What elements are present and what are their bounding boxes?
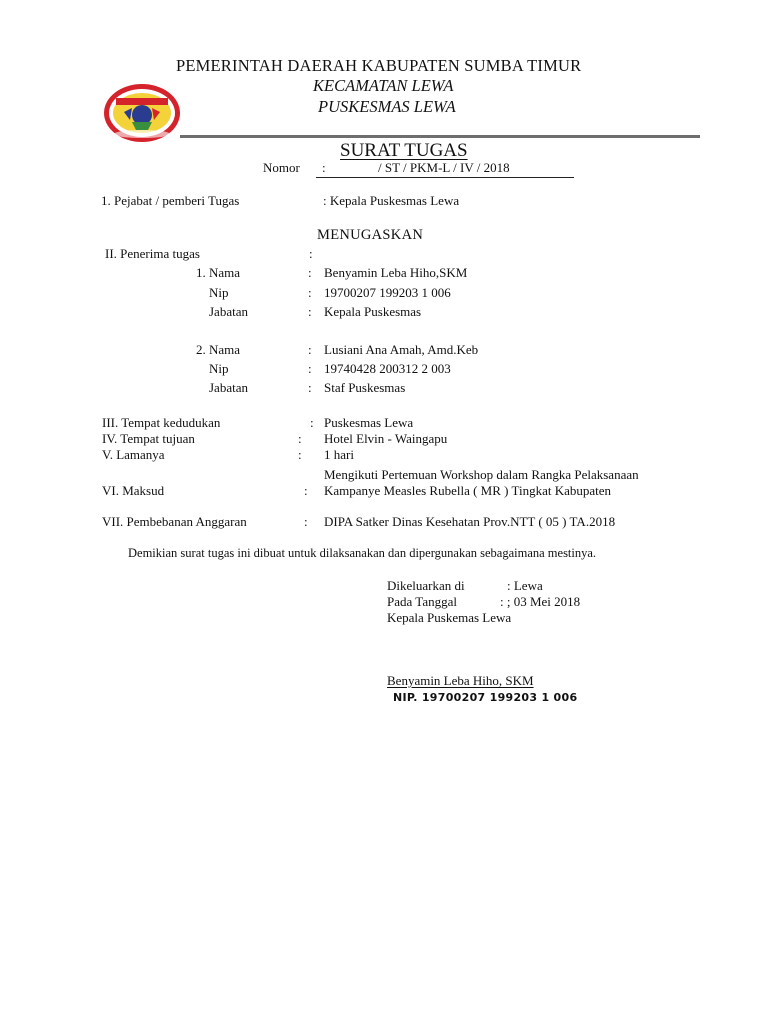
person1-nip-colon: : <box>308 285 312 300</box>
tempat-tujuan-label: IV. Tempat tujuan <box>102 431 195 446</box>
nomor-underline <box>316 177 574 178</box>
penerima-label: II. Penerima tugas <box>105 246 200 261</box>
person2-nama-colon: : <box>308 342 312 357</box>
header-government: PEMERINTAH DAERAH KABUPATEN SUMBA TIMUR <box>176 56 582 75</box>
tempat-kedudukan-label: III. Tempat kedudukan <box>102 415 221 430</box>
penerima-colon: : <box>309 246 313 261</box>
person2-jabatan: Staf Puskesmas <box>324 380 406 395</box>
person1-nip: 19700207 199203 1 006 <box>324 285 451 300</box>
tempat-kedudukan-value: Puskesmas Lewa <box>324 415 414 430</box>
maksud-line2: Kampanye Measles Rubella ( MR ) Tingkat Kabupaten <box>324 483 612 498</box>
document-title: SURAT TUGAS <box>340 140 468 161</box>
lamanya-label: V. Lamanya <box>102 447 165 462</box>
lamanya-colon: : <box>298 447 302 462</box>
person1-nama-label: 1. Nama <box>196 265 241 280</box>
closing-statement: Demikian surat tugas ini dibuat untuk dilaksanakan dan dipergunakan sebagaimana mestinya. <box>128 546 597 560</box>
header-district: KECAMATAN LEWA <box>313 76 454 95</box>
signer-name: Benyamin Leba Hiho, SKM <box>387 673 534 688</box>
signer-position: Kepala Puskemas Lewa <box>387 610 512 625</box>
pejabat-label: 1. Pejabat / pemberi Tugas <box>101 193 240 208</box>
tanggal-label: Pada Tanggal <box>387 594 457 609</box>
regency-emblem-icon <box>102 82 182 144</box>
person1-jabatan-label: Jabatan <box>209 304 248 319</box>
maksud-colon: : <box>304 483 308 498</box>
pembebanan-value: DIPA Satker Dinas Kesehatan Prov.NTT ( 05 ) TA.2018 <box>324 514 616 529</box>
dikeluarkan-value: : Lewa <box>507 578 543 593</box>
nomor-label: Nomor <box>263 160 300 175</box>
person2-jabatan-colon: : <box>308 380 312 395</box>
tempat-kedudukan-colon: : <box>310 415 314 430</box>
person1-nama-colon: : <box>308 265 312 280</box>
person2-nip-label: Nip <box>209 361 229 376</box>
dikeluarkan-label: Dikeluarkan di <box>387 578 465 593</box>
person2-nama-label: 2. Nama <box>196 342 241 357</box>
person2-jabatan-label: Jabatan <box>209 380 248 395</box>
pembebanan-label: VII. Pembebanan Anggaran <box>102 514 247 529</box>
nomor-value: / ST / PKM-L / IV / 2018 <box>378 160 510 175</box>
person2-nama: Lusiani Ana Amah, Amd.Keb <box>324 342 479 357</box>
pejabat-value: : Kepala Puskesmas Lewa <box>323 193 460 208</box>
person2-nip-colon: : <box>308 361 312 376</box>
person1-jabatan: Kepala Puskesmas <box>324 304 422 319</box>
pembebanan-colon: : <box>304 514 308 529</box>
tempat-tujuan-value: Hotel Elvin - Waingapu <box>324 431 448 446</box>
person1-nama: Benyamin Leba Hiho,SKM <box>324 265 468 280</box>
tempat-tujuan-colon: : <box>298 431 302 446</box>
nomor-colon: : <box>322 160 326 175</box>
person2-nip: 19740428 200312 2 003 <box>324 361 451 376</box>
maksud-label: VI. Maksud <box>102 483 165 498</box>
menugaskan-heading: MENUGASKAN <box>317 227 424 243</box>
person1-nip-label: Nip <box>209 285 229 300</box>
header-divider <box>180 135 700 138</box>
person1-jabatan-colon: : <box>308 304 312 319</box>
signer-nip: NIP. 19700207 199203 1 006 <box>393 691 578 704</box>
lamanya-value: 1 hari <box>324 447 354 462</box>
header-puskesmas: PUSKESMAS LEWA <box>318 97 456 116</box>
tanggal-value: : ; 03 Mei 2018 <box>500 594 581 609</box>
maksud-line1: Mengikuti Pertemuan Workshop dalam Rangka Pelaksanaan <box>324 467 639 482</box>
